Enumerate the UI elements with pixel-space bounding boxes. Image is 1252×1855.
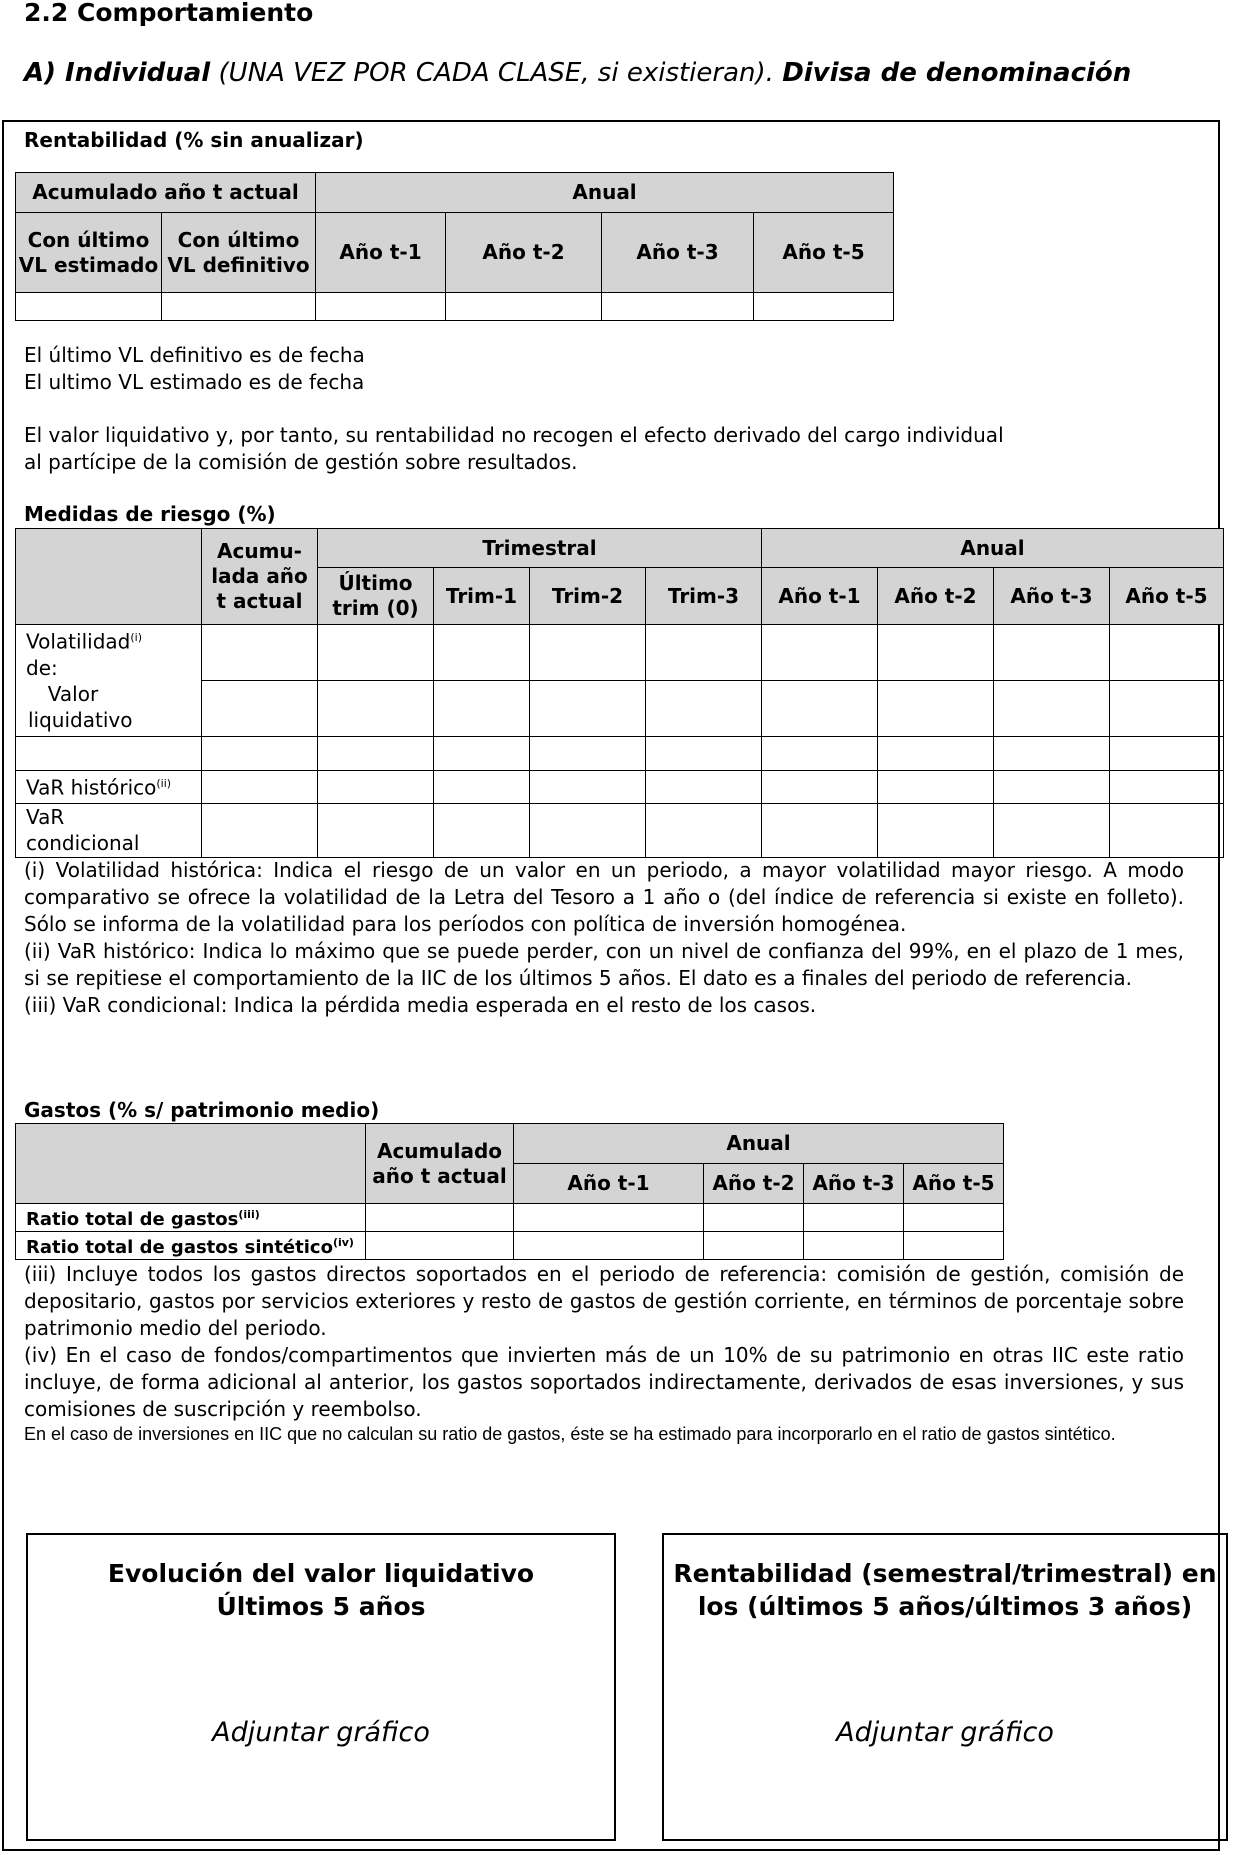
gastos-table: [15, 1123, 1004, 1260]
ratio-total-label: Ratio total de gastos: [26, 1209, 239, 1230]
table-cell: [434, 625, 530, 681]
volatilidad-label: Volatilidad: [26, 629, 131, 654]
rent-acumulado-header: Acumulado año t actual: [16, 173, 316, 213]
table-row: [16, 771, 1224, 804]
gastos-note: (iv) En el caso de fondos/compartimentos que invierten más de un 10% de su patrimonio en otras IIC este ratio incluye, de forma adicional al anterior, los gastos soportados indirectamente, derivados de esas inversiones, y sus comisiones de suscripción y reembolso.: [24, 1343, 1184, 1421]
volatilidad-de-label: de:: [26, 655, 58, 680]
subheading-divisa: Divisa de denominación: [782, 58, 1132, 88]
table-cell: [904, 1204, 1004, 1232]
chart-box-rentabilidad: [662, 1533, 1228, 1841]
table-cell: [994, 737, 1110, 771]
table-row: [16, 1232, 1004, 1260]
table-cell: [316, 293, 446, 321]
table-cell: [318, 681, 434, 737]
gastos-corner-cell: [16, 1124, 366, 1204]
row-label-var-historico: [16, 771, 202, 804]
table-row: [16, 681, 1224, 737]
table-cell: [804, 1204, 904, 1232]
subheading: [24, 58, 1131, 88]
table-cell: [646, 804, 762, 858]
riesgo-acumulado-header: Acumu-lada año t actual: [202, 529, 318, 625]
section-heading: 2.2 Comportamiento: [24, 0, 314, 27]
volatilidad-footnote-mark: (i): [130, 631, 142, 644]
gastos-title: Gastos (% s/ patrimonio medio): [24, 1098, 380, 1122]
table-cell: [530, 771, 646, 804]
gastos-col-year: Año t-5: [904, 1164, 1004, 1204]
table-row: [16, 804, 1224, 858]
riesgo-col-trim: Trim-2: [530, 568, 646, 625]
table-cell: [762, 737, 878, 771]
riesgo-corner-cell: [16, 529, 202, 625]
table-cell: [514, 1204, 704, 1232]
table-cell: [530, 737, 646, 771]
table-cell: [878, 737, 994, 771]
row-label-ratio-total: [16, 1204, 366, 1232]
table-cell: [754, 293, 894, 321]
riesgo-col-year: Año t-5: [1110, 568, 1224, 625]
table-cell: [434, 804, 530, 858]
table-cell: [202, 681, 318, 737]
vl-definitivo-line: El último VL definitivo es de fecha: [24, 343, 365, 367]
row-label-ratio-sintetico: [16, 1232, 366, 1260]
table-cell: [704, 1204, 804, 1232]
riesgo-col-year: Año t-3: [994, 568, 1110, 625]
riesgo-anual-header: Anual: [762, 529, 1224, 568]
rent-col-year: Año t-2: [446, 213, 602, 293]
table-cell: [646, 625, 762, 681]
table-cell: [16, 737, 202, 771]
gastos-col-year: Año t-3: [804, 1164, 904, 1204]
gastos-anual-header: Anual: [514, 1124, 1004, 1164]
table-cell: [530, 625, 646, 681]
table-cell: [804, 1232, 904, 1260]
var-historico-label: VaR histórico: [26, 775, 157, 800]
chart-box-title-line: Evolución del valor liquidativo: [107, 1559, 535, 1588]
chart-box-valor-liquidativo: [26, 1533, 616, 1841]
rent-col-year: Año t-5: [754, 213, 894, 293]
table-cell: [646, 681, 762, 737]
vl-estimado-line: El ultimo VL estimado es de fecha: [24, 370, 365, 394]
var-condicional-label: VaR condicional: [26, 805, 140, 856]
table-cell: [318, 625, 434, 681]
table-cell: [514, 1232, 704, 1260]
table-cell: [646, 771, 762, 804]
row-label-valor-liquidativo: [16, 681, 202, 737]
rent-anual-header: Anual: [316, 173, 894, 213]
rentabilidad-table: [15, 172, 894, 321]
table-cell: [202, 804, 318, 858]
gastos-note-estimado: En el caso de inversiones en IIC que no calculan su ratio de gastos, éste se ha estimado para incorporarlo en el ratio de gastos sintético.: [24, 1424, 1116, 1444]
chart-box-title: [664, 1557, 1226, 1623]
table-cell: [602, 293, 754, 321]
riesgo-col-trim: Último trim (0): [318, 568, 434, 625]
gastos-note: (iii) Incluye todos los gastos directos soportados en el periodo de referencia: comisión de gestión, comisión de depositario, gastos por servicios exteriores y resto de gastos de gestión corriente, en términos de porcentaje sobre patrimonio medio del periodo.: [24, 1262, 1184, 1340]
row-label-var-condicional: [16, 804, 202, 858]
rent-col-vl-definitivo: Con último VL definitivo: [162, 213, 316, 293]
table-cell: [646, 737, 762, 771]
table-cell: [762, 771, 878, 804]
valor-note-line: El valor liquidativo y, por tanto, su rentabilidad no recogen el efecto derivado del cargo individual: [24, 423, 1004, 447]
table-cell: [994, 804, 1110, 858]
valor-liquidativo-label: Valor liquidativo: [28, 681, 133, 732]
table-cell: [530, 681, 646, 737]
riesgo-trimestral-header: Trimestral: [318, 529, 762, 568]
chart-box-title-line: los (últimos 5 años/últimos 3 años): [697, 1592, 1193, 1621]
var-historico-footnote-mark: (ii): [156, 777, 172, 791]
table-cell: [762, 625, 878, 681]
table-cell: [878, 681, 994, 737]
riesgo-col-trim: Trim-1: [434, 568, 530, 625]
table-cell: [318, 771, 434, 804]
table-cell: [994, 681, 1110, 737]
table-cell: [366, 1232, 514, 1260]
table-cell: [704, 1232, 804, 1260]
rent-col-vl-estimado: Con último VL estimado: [16, 213, 162, 293]
table-cell: [202, 625, 318, 681]
chart-box-title-line: Últimos 5 años: [216, 1592, 426, 1621]
ratio-sintetico-label: Ratio total de gastos sintético: [26, 1237, 333, 1258]
table-cell: [878, 625, 994, 681]
subheading-individual: A) Individual: [24, 58, 211, 88]
row-label-volatilidad: [16, 625, 202, 681]
valor-note-line: al partícipe de la comisión de gestión sobre resultados.: [24, 450, 578, 474]
riesgo-col-year: Año t-2: [878, 568, 994, 625]
gastos-notes: [24, 1261, 1184, 1423]
riesgo-col-year: Año t-1: [762, 568, 878, 625]
riesgo-col-trim: Trim-3: [646, 568, 762, 625]
table-cell: [318, 804, 434, 858]
rent-col-year: Año t-3: [602, 213, 754, 293]
table-cell: [446, 293, 602, 321]
gastos-acumulado-header: Acumulado año t actual: [366, 1124, 514, 1204]
table-cell: [530, 804, 646, 858]
table-cell: [1110, 771, 1224, 804]
table-cell: [202, 771, 318, 804]
table-cell: [16, 293, 162, 321]
riesgo-table: [15, 528, 1224, 858]
table-cell: [1110, 625, 1224, 681]
table-cell: [1110, 681, 1224, 737]
table-cell: [994, 625, 1110, 681]
table-cell: [762, 804, 878, 858]
table-cell: [434, 771, 530, 804]
rentabilidad-title: Rentabilidad (% sin anualizar): [24, 128, 364, 152]
table-cell: [162, 293, 316, 321]
rent-col-year: Año t-1: [316, 213, 446, 293]
riesgo-title: Medidas de riesgo (%): [24, 502, 276, 526]
table-cell: [202, 737, 318, 771]
riesgo-note: (iii) VaR condicional: Indica la pérdida media esperada en el resto de los casos.: [24, 993, 817, 1017]
gastos-col-year: Año t-1: [514, 1164, 704, 1204]
table-cell: [366, 1204, 514, 1232]
chart-box-title-line: Rentabilidad (semestral/trimestral) en: [673, 1559, 1217, 1588]
ratio-sintetico-footnote-mark: (iv): [332, 1236, 354, 1249]
table-row: [16, 737, 1224, 771]
ratio-total-footnote-mark: (iii): [238, 1208, 260, 1221]
gastos-col-year: Año t-2: [704, 1164, 804, 1204]
table-row: [16, 293, 894, 321]
subheading-clase-note: (UNA VEZ POR CADA CLASE, si existieran).: [210, 58, 783, 88]
table-cell: [1110, 737, 1224, 771]
table-row: [16, 1204, 1004, 1232]
chart-box-placeholder: Adjuntar gráfico: [836, 1717, 1054, 1748]
table-cell: [762, 681, 878, 737]
table-cell: [904, 1232, 1004, 1260]
table-cell: [318, 737, 434, 771]
table-cell: [1110, 804, 1224, 858]
table-cell: [994, 771, 1110, 804]
riesgo-note: (i) Volatilidad histórica: Indica el riesgo de un valor en un periodo, a mayor volatilidad mayor riesgo. A modo comparativo se ofrece la volatilidad de la Letra del Tesoro a 1 año o (del índice de referencia si existe en folleto). Sólo se informa de la volatilidad para los períodos con política de inversión homogénea.: [24, 858, 1184, 936]
riesgo-notes: [24, 857, 1184, 1019]
table-cell: [434, 737, 530, 771]
table-cell: [878, 771, 994, 804]
riesgo-note: (ii) VaR histórico: Indica lo máximo que se puede perder, con un nivel de confianza del 99%, en el plazo de 1 mes, si se repitiese el comportamiento de la IIC de los últimos 5 años. El dato es a finales del periodo de referencia.: [24, 939, 1184, 990]
chart-box-placeholder: Adjuntar gráfico: [212, 1717, 430, 1748]
table-cell: [434, 681, 530, 737]
chart-box-title: [28, 1557, 614, 1623]
table-row: [16, 625, 1224, 681]
table-cell: [878, 804, 994, 858]
